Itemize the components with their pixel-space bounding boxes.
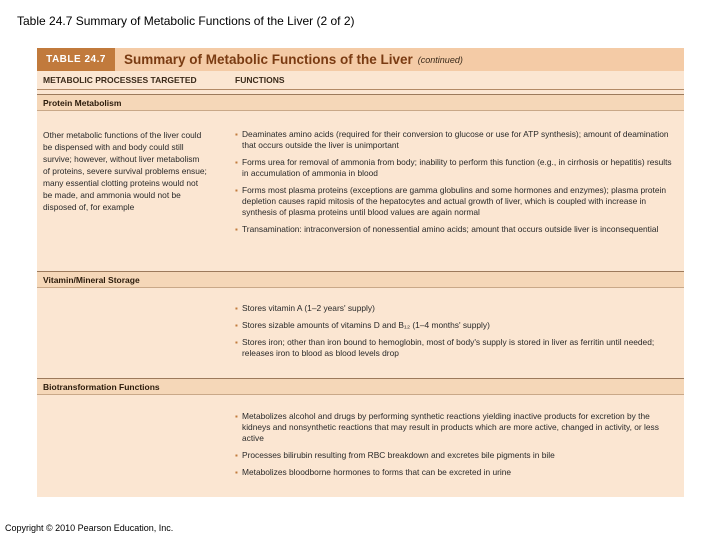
function-text: Stores iron; other than iron bound to hemoglobin, most of body's supply is stored in liver as ferritin until needed; releases iron to blood as blood levels drop — [242, 337, 655, 358]
list-item — [235, 320, 680, 331]
copyright-notice: Copyright © 2010 Pearson Education, Inc. — [5, 523, 174, 533]
table-number-badge: TABLE 24.7 — [37, 48, 115, 71]
vitamin-mineral-functions — [235, 303, 680, 365]
table-banner — [37, 48, 684, 71]
protein-metabolism-functions — [235, 129, 680, 241]
bullet-icon: ▪ — [235, 225, 238, 234]
function-text: Forms urea for removal of ammonia from body; inability to perform this function (e.g., in cirrhosis or hepatitis) results in accumulation of ammonia in blood — [242, 157, 672, 178]
function-text: Transamination: intraconversion of nonessential amino acids; amount that occurs outside liver is inconsequential — [242, 224, 659, 234]
bullet-icon: ▪ — [235, 451, 238, 460]
list-item — [235, 224, 680, 235]
bullet-icon: ▪ — [235, 158, 238, 167]
section-header-vitamin-mineral-storage — [37, 271, 684, 288]
function-text: Deaminates amino acids (required for their conversion to glucose or use for ATP synthesis); amount of deamination that occurs outside the liver is unimportant — [242, 129, 669, 150]
bullet-icon: ▪ — [235, 304, 238, 313]
metabolic-functions-table — [37, 48, 684, 497]
bullet-icon: ▪ — [235, 412, 238, 421]
function-text: Metabolizes bloodborne hormones to forms that can be excreted in urine — [242, 467, 512, 477]
bullet-icon: ▪ — [235, 186, 238, 195]
bullet-icon: ▪ — [235, 338, 238, 347]
list-item — [235, 337, 680, 359]
list-item — [235, 411, 680, 444]
slide-title: Table 24.7 Summary of Metabolic Functions of the Liver (2 of 2) — [17, 14, 355, 28]
column-header-processes: METABOLIC PROCESSES TARGETED — [43, 75, 197, 85]
function-text: Processes bilirubin resulting from RBC breakdown and excretes bile pigments in bile — [242, 450, 555, 460]
function-text: Forms most plasma proteins (exceptions are gamma globulins and some hormones and enzymes); plasma protein depletion causes rapid mitosis of the hepatocytes and actual growth of liver, which is coupled with increase in synthesis of plasma proteins until blood values are again normal — [242, 185, 667, 217]
column-headers — [37, 71, 684, 90]
section-title: Biotransformation Functions — [43, 382, 160, 392]
protein-metabolism-description: Other metabolic functions of the liver could be dispensed with and body could still survive; however, without liver metabolism of proteins, severe survival problems ensue; many essential clotting proteins would not be made, and ammonia would not be disposed of, for example — [43, 130, 207, 212]
biotransformation-functions — [235, 411, 680, 484]
table-title: Summary of Metabolic Functions of the Liver — [124, 52, 413, 67]
list-item — [235, 185, 680, 218]
table-subtitle: (continued) — [417, 54, 463, 65]
function-text: Stores vitamin A (1–2 years' supply) — [242, 303, 375, 313]
list-item — [235, 303, 680, 314]
section-title: Vitamin/Mineral Storage — [43, 275, 140, 285]
section-header-biotransformation — [37, 378, 684, 395]
function-text: Stores sizable amounts of vitamins D and B₁₂ (1–4 months' supply) — [242, 320, 490, 330]
list-item — [235, 450, 680, 461]
column-header-functions: FUNCTIONS — [235, 75, 285, 85]
bullet-icon: ▪ — [235, 130, 238, 139]
list-item — [235, 129, 680, 151]
section-title: Protein Metabolism — [43, 98, 122, 108]
function-text: Metabolizes alcohol and drugs by performing synthetic reactions yielding inactive products for excretion by the kidneys and nonsynthetic reactions that may result in products which are more active, changed in activity, or less active — [242, 411, 659, 443]
section-header-protein-metabolism — [37, 94, 684, 111]
list-item — [235, 467, 680, 478]
bullet-icon: ▪ — [235, 321, 238, 330]
list-item — [235, 157, 680, 179]
bullet-icon: ▪ — [235, 468, 238, 477]
